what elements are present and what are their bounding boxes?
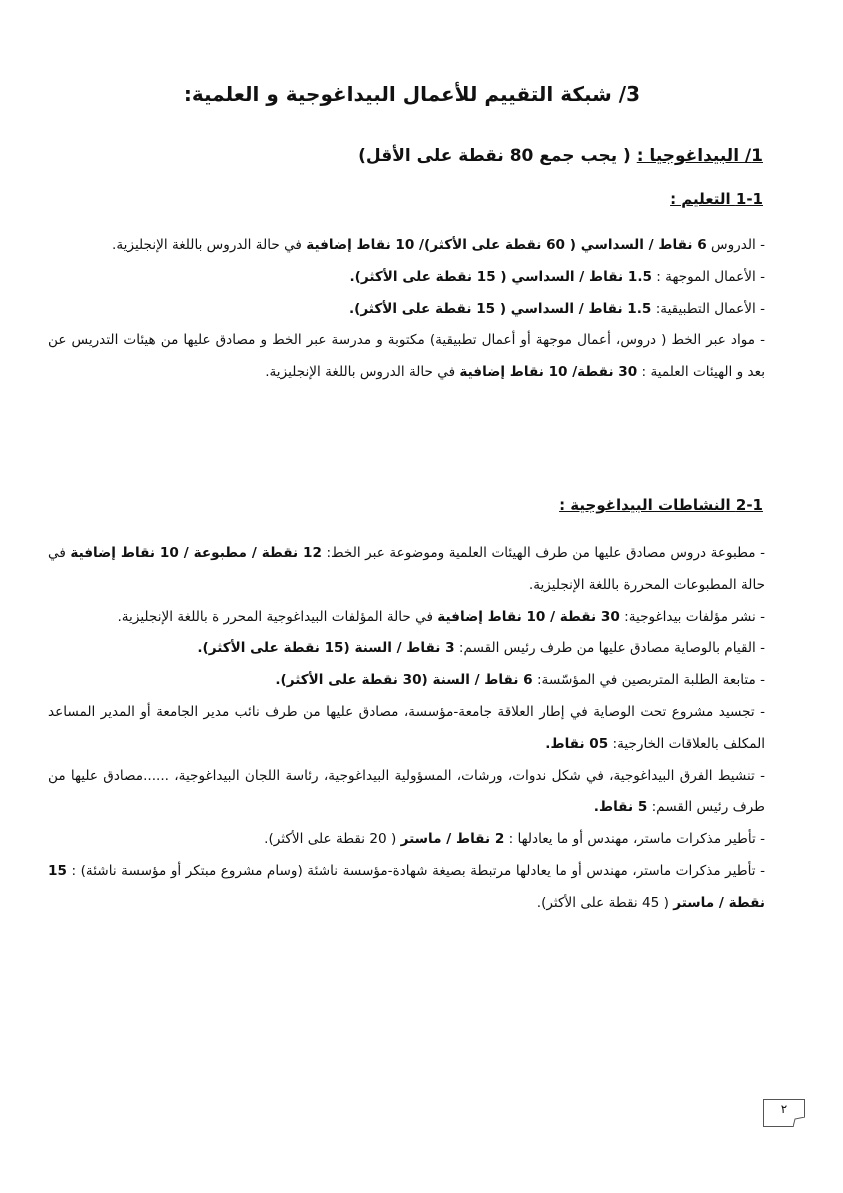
paragraph: [48, 538, 765, 602]
paragraph: [48, 325, 765, 389]
paragraph-bold: 30 نقطة / 10 نقاط إضافية: [437, 608, 620, 625]
paragraph-text: - الأعمال الموجهة :: [651, 268, 765, 285]
activities-paragraphs: [48, 538, 765, 920]
paragraph: [48, 230, 765, 262]
paragraph-text: - الدروس: [706, 237, 765, 253]
paragraph-bold: 30 نقطة/ 10 نقاط إضافية: [459, 364, 638, 381]
paragraph-text: - تنشيط الفرق البيداغوجية، في شكل ندوات، ورشات، المسؤولية البيداغوجية، رئاسة اللجان البيداغوجية، ......مصادق عليها من طرف رئيس القسم:: [48, 767, 765, 816]
paragraph-text: - تأطير مذكرات ماستر، مهندس أو ما يعادلها :: [504, 831, 765, 848]
paragraph-text: ( 45 نقطة على الأكثر).: [536, 894, 674, 911]
teaching-paragraphs: [48, 230, 765, 389]
subsection-activities-title: 2-1 النشاطات البيداغوجية :: [559, 496, 763, 514]
page-number: ٢: [780, 1102, 788, 1116]
paragraph-text: - تجسيد مشروع تحت الوصاية في إطار العلاقة جامعة-مؤسسة، مصادق عليها من طرف نائب مدير الجامعة أو المدير المساعد المكلف بالعلاقات الخارجية:: [48, 703, 765, 752]
paragraph: [48, 262, 765, 294]
paragraph-bold: 3 نقاط / السنة (15 نقطة على الأكثر).: [197, 640, 455, 657]
paragraph-bold: 2 نقاط / ماستر: [400, 831, 505, 848]
folded-corner-icon: [793, 1117, 805, 1127]
paragraph: [48, 602, 765, 634]
paragraph-text: في حالة الدروس باللغة الإنجليزية.: [112, 237, 307, 253]
subsection-teaching-title: 1-1 التعليم :: [670, 190, 763, 208]
paragraph-text: في حالة المؤلفات البيداغوجية المحرر ة باللغة الإنجليزية.: [117, 608, 438, 625]
paragraph-text: - الأعمال التطبيقية:: [651, 300, 765, 317]
paragraph-bold: 6 نقاط / السداسي ( 60 نقطة على الأكثر)/ 10 نقاط إضافية: [306, 237, 707, 253]
section-pedagogy-note: ( يجب جمع 80 نقطة على الأقل): [358, 146, 637, 166]
paragraph: [48, 856, 765, 920]
paragraph: [48, 294, 765, 326]
paragraph-bold: 6 نقاط / السنة (30 نقطة على الأكثر).: [275, 672, 533, 689]
paragraph-text: - مواد عبر الخط ( دروس، أعمال موجهة أو أعمال تطبيقية) مكتوبة و مدرسة عبر الخط و مصادق عليها من هيئات التدريس عن بعد و الهيئات العلمية :: [48, 332, 765, 381]
paragraph-text: في حالة المطبوعات المحررة باللغة الإنجليزية.: [48, 545, 765, 593]
paragraph: [48, 665, 765, 697]
page-title: 3/ شبكة التقييم للأعمال البيداغوجية و العلمية:: [183, 82, 640, 106]
section-pedagogy-heading: [163, 146, 763, 166]
paragraph-bold: 5 نقاط.: [593, 799, 648, 816]
page-number-box: [763, 1099, 805, 1127]
paragraph: [48, 761, 765, 825]
paragraph-bold: 05 نقاط.: [545, 735, 609, 752]
paragraph-text: ( 20 نقطة على الأكثر).: [264, 831, 401, 848]
paragraph-text: - تأطير مذكرات ماستر، مهندس أو ما يعادلها مرتبطة بصيغة شهادة-مؤسسة ناشئة (وسام مشروع مبتكر أو مؤسسة ناشئة) :: [66, 862, 765, 879]
paragraph-bold: 1.5 نقاط / السداسي ( 15 نقطة على الأكثر).: [349, 268, 652, 285]
paragraph-bold: 1.5 نقاط / السداسي ( 15 نقطة على الأكثر).: [348, 300, 652, 317]
paragraph: [48, 824, 765, 856]
paragraph-bold: 12 نقطة / مطبوعة / 10 نقاط إضافية: [70, 545, 322, 561]
paragraph-text: - القيام بالوصاية مصادق عليها من طرف رئيس القسم:: [454, 640, 765, 657]
paragraph-text: - متابعة الطلبة المتربصين في المؤسّسة:: [532, 672, 765, 689]
paragraph-bold: 15 نقطة / ماستر: [48, 862, 765, 911]
section-pedagogy-label: 1/ البيداغوجيا :: [636, 146, 763, 166]
paragraph-text: في حالة الدروس باللغة الإنجليزية.: [265, 364, 460, 381]
paragraph: [48, 633, 765, 665]
paragraph: [48, 697, 765, 761]
paragraph-text: - نشر مؤلفات بيداغوجية:: [619, 608, 765, 625]
paragraph-text: - مطبوعة دروس مصادق عليها من طرف الهيئات العلمية وموضوعة عبر الخط:: [321, 545, 765, 561]
